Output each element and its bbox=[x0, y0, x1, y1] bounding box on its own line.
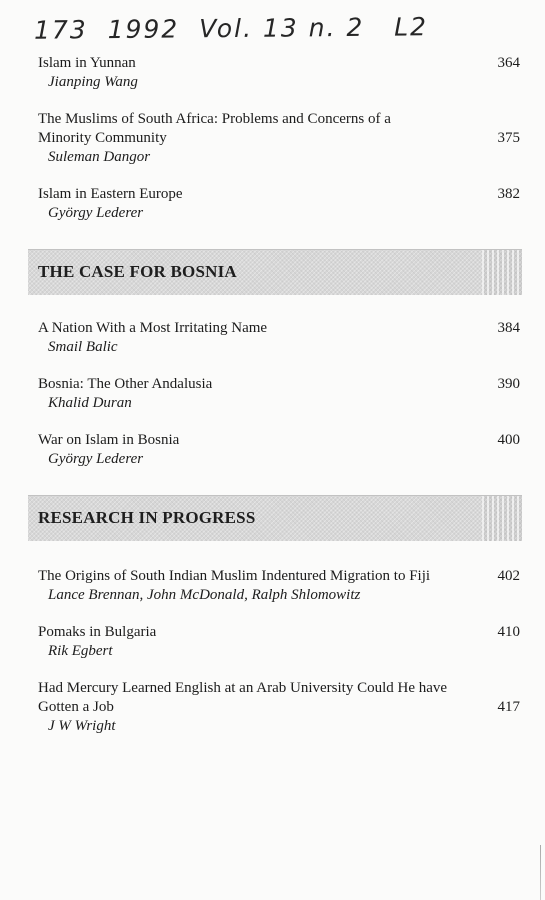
entry-author: Rik Egbert bbox=[48, 643, 113, 659]
entry-author: Lance Brennan, John McDonald, Ralph Shlomowitz bbox=[48, 587, 361, 603]
entry-author: György Lederer bbox=[48, 205, 144, 221]
section-heading: THE CASE FOR BOSNIA bbox=[38, 262, 237, 281]
banner-decoration bbox=[482, 496, 522, 541]
entry-page-number: 390 bbox=[497, 376, 520, 392]
toc-entry[interactable] bbox=[38, 319, 520, 357]
entry-title: Had Mercury Learned English at an Arab University Could He have Gotten a Job bbox=[38, 680, 448, 715]
entry-title: War on Islam in Bosnia bbox=[38, 432, 180, 448]
banner-decoration bbox=[482, 250, 522, 295]
handwritten-note: 173 1992 Vol. 13 n. 2 L2 bbox=[33, 12, 429, 45]
entry-title: A Nation With a Most Irritating Name bbox=[38, 320, 268, 336]
entry-page-number: 375 bbox=[497, 130, 520, 146]
entry-page-number: 402 bbox=[497, 568, 520, 584]
toc-entry[interactable] bbox=[38, 679, 520, 736]
entry-page-number: 410 bbox=[497, 624, 520, 640]
entry-page-number: 400 bbox=[497, 432, 520, 448]
entry-author: Khalid Duran bbox=[48, 395, 132, 411]
toc-entry[interactable] bbox=[38, 185, 520, 223]
toc-entry[interactable] bbox=[38, 110, 520, 167]
entry-author: Suleman Dangor bbox=[48, 149, 151, 165]
entry-author: György Lederer bbox=[48, 451, 144, 467]
entry-author: Jianping Wang bbox=[48, 74, 138, 90]
entry-page-number: 382 bbox=[497, 186, 520, 202]
toc-entry[interactable] bbox=[38, 567, 520, 605]
entry-title: Bosnia: The Other Andalusia bbox=[38, 376, 213, 392]
entry-page-number: 364 bbox=[497, 55, 520, 71]
entry-title: The Origins of South Indian Muslim Indentured Migration to Fiji bbox=[38, 568, 431, 584]
scan-edge-mark bbox=[540, 845, 541, 900]
section-banner bbox=[28, 495, 522, 541]
entry-title: Pomaks in Bulgaria bbox=[38, 624, 157, 640]
entry-author: J W Wright bbox=[48, 718, 116, 734]
entry-page-number: 384 bbox=[497, 320, 520, 336]
section-banner bbox=[28, 249, 522, 295]
entry-title: The Muslims of South Africa: Problems and Concerns of a Minority Community bbox=[38, 111, 391, 146]
section-heading: RESEARCH IN PROGRESS bbox=[38, 508, 256, 527]
toc-entry[interactable] bbox=[38, 431, 520, 469]
entry-page-number: 417 bbox=[497, 699, 520, 715]
entry-title: Islam in Eastern Europe bbox=[38, 186, 183, 202]
toc-entry[interactable] bbox=[38, 623, 520, 661]
toc-entry[interactable] bbox=[38, 375, 520, 413]
entry-author: Smail Balic bbox=[48, 339, 118, 355]
entry-title: Islam in Yunnan bbox=[38, 55, 136, 71]
toc-entry[interactable] bbox=[38, 54, 520, 92]
